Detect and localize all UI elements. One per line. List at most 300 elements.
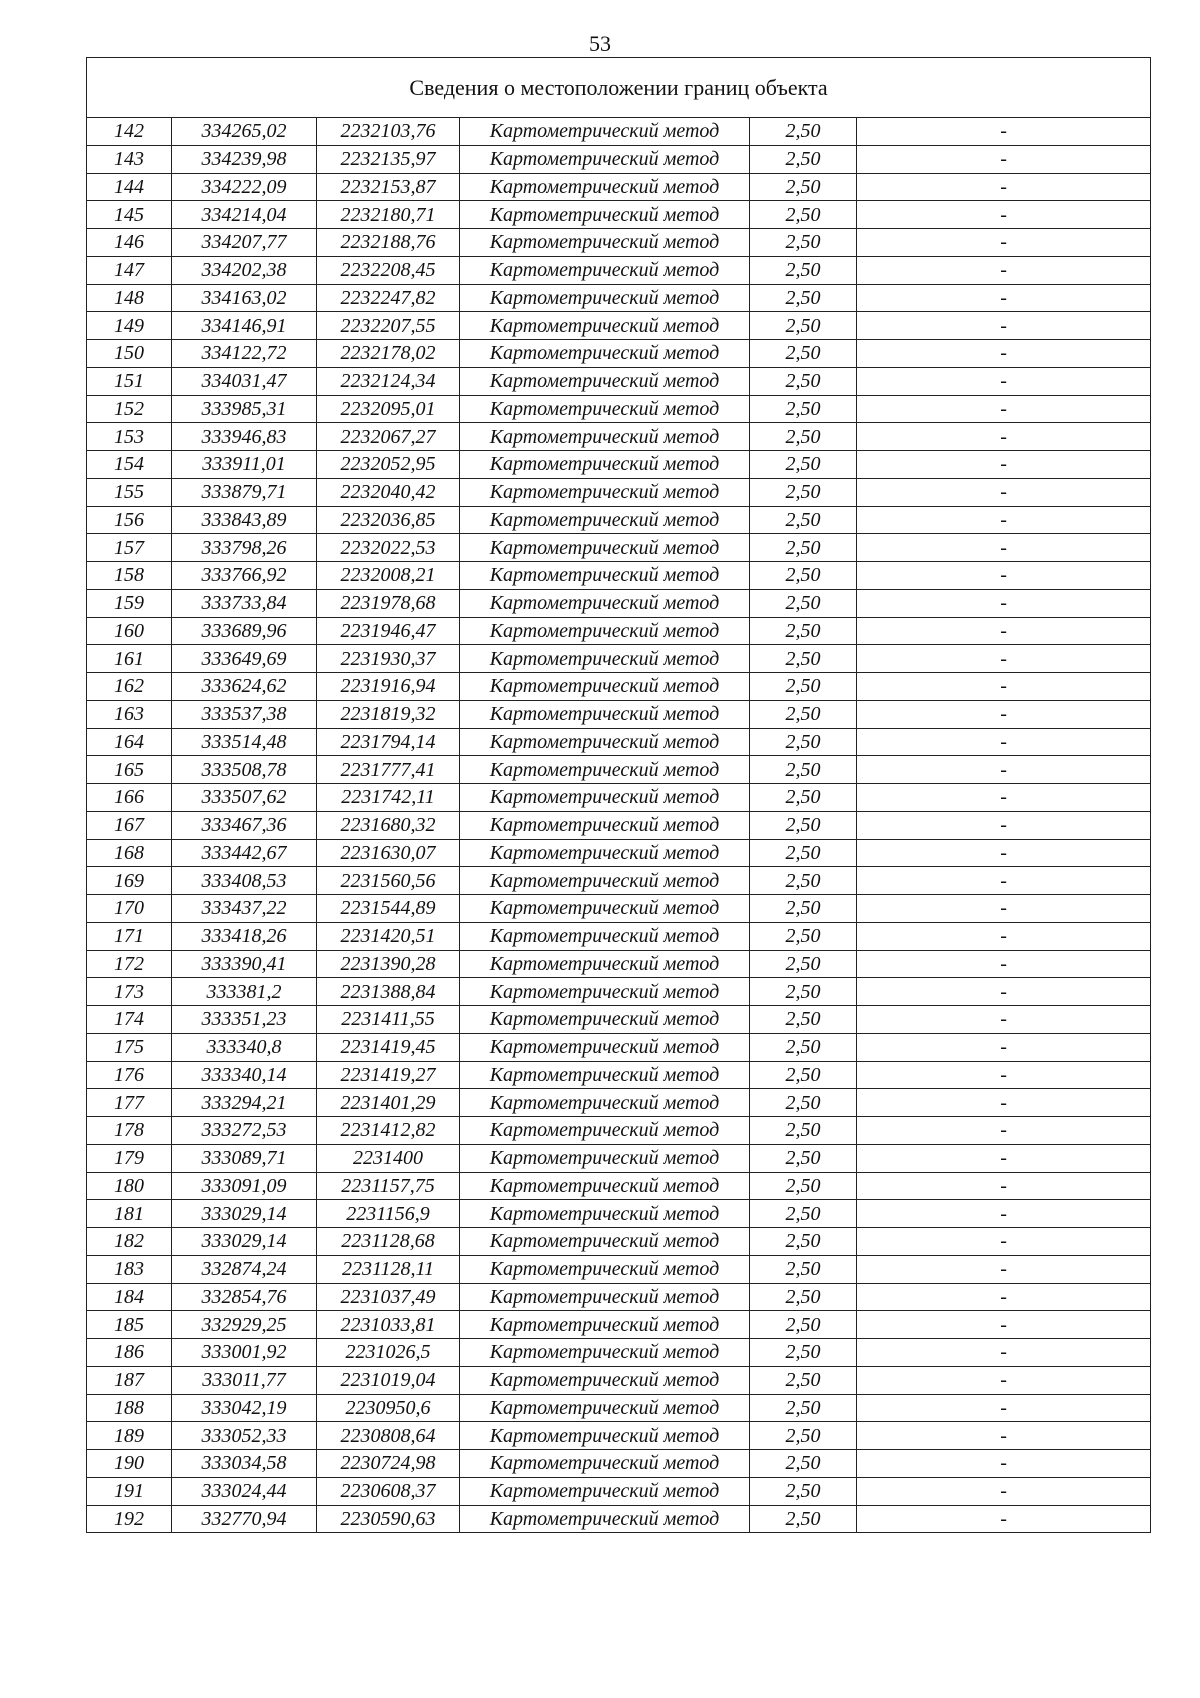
remark-cell: -: [857, 1477, 1151, 1505]
x-coordinate-cell: 333911,01: [172, 451, 317, 479]
x-coordinate-cell: 333843,89: [172, 506, 317, 534]
remark-cell: -: [857, 1089, 1151, 1117]
table-row: [87, 784, 1151, 812]
accuracy-cell: 2,50: [750, 867, 857, 895]
method-cell: Картометрический метод: [460, 173, 750, 201]
point-number-cell: 174: [87, 1006, 172, 1034]
x-coordinate-cell: 333766,92: [172, 562, 317, 590]
remark-cell: -: [857, 284, 1151, 312]
point-number-cell: 159: [87, 589, 172, 617]
method-cell: Картометрический метод: [460, 1089, 750, 1117]
boundary-coordinates-table: [86, 57, 1151, 1533]
x-coordinate-cell: 333089,71: [172, 1144, 317, 1172]
y-coordinate-cell: 2232178,02: [317, 340, 460, 368]
remark-cell: -: [857, 340, 1151, 368]
table-row: [87, 312, 1151, 340]
method-cell: Картометрический метод: [460, 784, 750, 812]
table-row: [87, 118, 1151, 146]
y-coordinate-cell: 2232052,95: [317, 451, 460, 479]
x-coordinate-cell: 333985,31: [172, 395, 317, 423]
y-coordinate-cell: 2230950,6: [317, 1394, 460, 1422]
remark-cell: -: [857, 395, 1151, 423]
accuracy-cell: 2,50: [750, 201, 857, 229]
remark-cell: -: [857, 1117, 1151, 1145]
accuracy-cell: 2,50: [750, 1061, 857, 1089]
table-row: [87, 1422, 1151, 1450]
method-cell: Картометрический метод: [460, 1255, 750, 1283]
accuracy-cell: 2,50: [750, 173, 857, 201]
method-cell: Картометрический метод: [460, 506, 750, 534]
x-coordinate-cell: 332770,94: [172, 1505, 317, 1533]
table-row: [87, 617, 1151, 645]
remark-cell: -: [857, 784, 1151, 812]
method-cell: Картометрический метод: [460, 145, 750, 173]
method-cell: Картометрический метод: [460, 340, 750, 368]
y-coordinate-cell: 2231419,45: [317, 1033, 460, 1061]
method-cell: Картометрический метод: [460, 1033, 750, 1061]
remark-cell: -: [857, 645, 1151, 673]
accuracy-cell: 2,50: [750, 1200, 857, 1228]
point-number-cell: 170: [87, 895, 172, 923]
table-row: [87, 1339, 1151, 1367]
point-number-cell: 180: [87, 1172, 172, 1200]
point-number-cell: 158: [87, 562, 172, 590]
remark-cell: -: [857, 1339, 1151, 1367]
method-cell: Картометрический метод: [460, 839, 750, 867]
y-coordinate-cell: 2231544,89: [317, 895, 460, 923]
remark-cell: -: [857, 867, 1151, 895]
table-row: [87, 867, 1151, 895]
x-coordinate-cell: 334222,09: [172, 173, 317, 201]
remark-cell: -: [857, 1033, 1151, 1061]
y-coordinate-cell: 2232008,21: [317, 562, 460, 590]
y-coordinate-cell: 2231156,9: [317, 1200, 460, 1228]
table-row: [87, 1117, 1151, 1145]
table-row: [87, 645, 1151, 673]
table-row: [87, 506, 1151, 534]
x-coordinate-cell: 333390,41: [172, 950, 317, 978]
point-number-cell: 162: [87, 673, 172, 701]
accuracy-cell: 2,50: [750, 811, 857, 839]
accuracy-cell: 2,50: [750, 118, 857, 146]
accuracy-cell: 2,50: [750, 978, 857, 1006]
accuracy-cell: 2,50: [750, 312, 857, 340]
method-cell: Картометрический метод: [460, 284, 750, 312]
remark-cell: -: [857, 173, 1151, 201]
y-coordinate-cell: 2231420,51: [317, 922, 460, 950]
remark-cell: -: [857, 562, 1151, 590]
point-number-cell: 149: [87, 312, 172, 340]
table-title-row: [87, 58, 1151, 118]
x-coordinate-cell: 333508,78: [172, 756, 317, 784]
y-coordinate-cell: 2231033,81: [317, 1311, 460, 1339]
remark-cell: -: [857, 118, 1151, 146]
method-cell: Картометрический метод: [460, 950, 750, 978]
x-coordinate-cell: 333340,8: [172, 1033, 317, 1061]
x-coordinate-cell: 334163,02: [172, 284, 317, 312]
point-number-cell: 143: [87, 145, 172, 173]
x-coordinate-cell: 334146,91: [172, 312, 317, 340]
y-coordinate-cell: 2231037,49: [317, 1283, 460, 1311]
remark-cell: -: [857, 312, 1151, 340]
table-row: [87, 1144, 1151, 1172]
remark-cell: -: [857, 229, 1151, 257]
accuracy-cell: 2,50: [750, 256, 857, 284]
point-number-cell: 152: [87, 395, 172, 423]
table-row: [87, 1006, 1151, 1034]
table-row: [87, 1089, 1151, 1117]
page-number: 53: [589, 31, 611, 56]
y-coordinate-cell: 2231777,41: [317, 756, 460, 784]
accuracy-cell: 2,50: [750, 1311, 857, 1339]
remark-cell: -: [857, 1422, 1151, 1450]
table-row: [87, 423, 1151, 451]
method-cell: Картометрический метод: [460, 673, 750, 701]
x-coordinate-cell: 334207,77: [172, 229, 317, 257]
y-coordinate-cell: 2231742,11: [317, 784, 460, 812]
point-number-cell: 172: [87, 950, 172, 978]
accuracy-cell: 2,50: [750, 423, 857, 451]
point-number-cell: 173: [87, 978, 172, 1006]
accuracy-cell: 2,50: [750, 1339, 857, 1367]
accuracy-cell: 2,50: [750, 589, 857, 617]
remark-cell: -: [857, 1505, 1151, 1533]
accuracy-cell: 2,50: [750, 1228, 857, 1256]
remark-cell: -: [857, 201, 1151, 229]
y-coordinate-cell: 2232153,87: [317, 173, 460, 201]
x-coordinate-cell: 333514,48: [172, 728, 317, 756]
y-coordinate-cell: 2231930,37: [317, 645, 460, 673]
y-coordinate-cell: 2232135,97: [317, 145, 460, 173]
point-number-cell: 176: [87, 1061, 172, 1089]
y-coordinate-cell: 2231401,29: [317, 1089, 460, 1117]
y-coordinate-cell: 2232040,42: [317, 478, 460, 506]
y-coordinate-cell: 2232188,76: [317, 229, 460, 257]
y-coordinate-cell: 2231019,04: [317, 1366, 460, 1394]
x-coordinate-cell: 333024,44: [172, 1477, 317, 1505]
table-row: [87, 256, 1151, 284]
point-number-cell: 147: [87, 256, 172, 284]
table-row: [87, 1061, 1151, 1089]
y-coordinate-cell: 2232103,76: [317, 118, 460, 146]
remark-cell: -: [857, 839, 1151, 867]
remark-cell: -: [857, 950, 1151, 978]
x-coordinate-cell: 333340,14: [172, 1061, 317, 1089]
method-cell: Картометрический метод: [460, 451, 750, 479]
table-row: [87, 1228, 1151, 1256]
point-number-cell: 184: [87, 1283, 172, 1311]
y-coordinate-cell: 2231560,56: [317, 867, 460, 895]
y-coordinate-cell: 2230808,64: [317, 1422, 460, 1450]
remark-cell: -: [857, 367, 1151, 395]
method-cell: Картометрический метод: [460, 1422, 750, 1450]
accuracy-cell: 2,50: [750, 1366, 857, 1394]
method-cell: Картометрический метод: [460, 423, 750, 451]
x-coordinate-cell: 333689,96: [172, 617, 317, 645]
x-coordinate-cell: 333011,77: [172, 1366, 317, 1394]
remark-cell: -: [857, 1311, 1151, 1339]
x-coordinate-cell: 333091,09: [172, 1172, 317, 1200]
y-coordinate-cell: 2230608,37: [317, 1477, 460, 1505]
y-coordinate-cell: 2231680,32: [317, 811, 460, 839]
accuracy-cell: 2,50: [750, 895, 857, 923]
point-number-cell: 146: [87, 229, 172, 257]
method-cell: Картометрический метод: [460, 1061, 750, 1089]
remark-cell: -: [857, 145, 1151, 173]
y-coordinate-cell: 2232036,85: [317, 506, 460, 534]
accuracy-cell: 2,50: [750, 1255, 857, 1283]
point-number-cell: 150: [87, 340, 172, 368]
remark-cell: -: [857, 978, 1151, 1006]
method-cell: Картометрический метод: [460, 700, 750, 728]
method-cell: Картометрический метод: [460, 1200, 750, 1228]
accuracy-cell: 2,50: [750, 1505, 857, 1533]
remark-cell: -: [857, 451, 1151, 479]
accuracy-cell: 2,50: [750, 728, 857, 756]
accuracy-cell: 2,50: [750, 367, 857, 395]
x-coordinate-cell: 333437,22: [172, 895, 317, 923]
method-cell: Картометрический метод: [460, 1144, 750, 1172]
table-row: [87, 340, 1151, 368]
method-cell: Картометрический метод: [460, 1283, 750, 1311]
point-number-cell: 177: [87, 1089, 172, 1117]
accuracy-cell: 2,50: [750, 839, 857, 867]
method-cell: Картометрический метод: [460, 617, 750, 645]
accuracy-cell: 2,50: [750, 534, 857, 562]
y-coordinate-cell: 2231388,84: [317, 978, 460, 1006]
method-cell: Картометрический метод: [460, 728, 750, 756]
method-cell: Картометрический метод: [460, 562, 750, 590]
x-coordinate-cell: 333624,62: [172, 673, 317, 701]
accuracy-cell: 2,50: [750, 950, 857, 978]
method-cell: Картометрический метод: [460, 1117, 750, 1145]
remark-cell: -: [857, 1200, 1151, 1228]
y-coordinate-cell: 2231128,11: [317, 1255, 460, 1283]
method-cell: Картометрический метод: [460, 1228, 750, 1256]
x-coordinate-cell: 334202,38: [172, 256, 317, 284]
table-row: [87, 1255, 1151, 1283]
x-coordinate-cell: 333052,33: [172, 1422, 317, 1450]
method-cell: Картометрический метод: [460, 1366, 750, 1394]
table-row: [87, 1172, 1151, 1200]
accuracy-cell: 2,50: [750, 1117, 857, 1145]
point-number-cell: 164: [87, 728, 172, 756]
method-cell: Картометрический метод: [460, 201, 750, 229]
point-number-cell: 182: [87, 1228, 172, 1256]
x-coordinate-cell: 333442,67: [172, 839, 317, 867]
remark-cell: -: [857, 506, 1151, 534]
accuracy-cell: 2,50: [750, 1172, 857, 1200]
table-row: [87, 811, 1151, 839]
accuracy-cell: 2,50: [750, 1477, 857, 1505]
remark-cell: -: [857, 534, 1151, 562]
remark-cell: -: [857, 1450, 1151, 1478]
accuracy-cell: 2,50: [750, 1033, 857, 1061]
point-number-cell: 191: [87, 1477, 172, 1505]
point-number-cell: 153: [87, 423, 172, 451]
x-coordinate-cell: 332854,76: [172, 1283, 317, 1311]
point-number-cell: 151: [87, 367, 172, 395]
remark-cell: -: [857, 1283, 1151, 1311]
remark-cell: -: [857, 1366, 1151, 1394]
table-row: [87, 700, 1151, 728]
point-number-cell: 169: [87, 867, 172, 895]
x-coordinate-cell: 333946,83: [172, 423, 317, 451]
x-coordinate-cell: 333001,92: [172, 1339, 317, 1367]
y-coordinate-cell: 2231400: [317, 1144, 460, 1172]
point-number-cell: 192: [87, 1505, 172, 1533]
method-cell: Картометрический метод: [460, 645, 750, 673]
table-row: [87, 673, 1151, 701]
accuracy-cell: 2,50: [750, 284, 857, 312]
method-cell: Картометрический метод: [460, 978, 750, 1006]
x-coordinate-cell: 333351,23: [172, 1006, 317, 1034]
x-coordinate-cell: 333649,69: [172, 645, 317, 673]
x-coordinate-cell: 333798,26: [172, 534, 317, 562]
accuracy-cell: 2,50: [750, 1089, 857, 1117]
method-cell: Картометрический метод: [460, 756, 750, 784]
table-row: [87, 978, 1151, 1006]
remark-cell: -: [857, 922, 1151, 950]
y-coordinate-cell: 2231157,75: [317, 1172, 460, 1200]
y-coordinate-cell: 2231419,27: [317, 1061, 460, 1089]
x-coordinate-cell: 333418,26: [172, 922, 317, 950]
point-number-cell: 160: [87, 617, 172, 645]
remark-cell: -: [857, 1144, 1151, 1172]
x-coordinate-cell: 333733,84: [172, 589, 317, 617]
y-coordinate-cell: 2231128,68: [317, 1228, 460, 1256]
point-number-cell: 155: [87, 478, 172, 506]
table-row: [87, 367, 1151, 395]
point-number-cell: 166: [87, 784, 172, 812]
x-coordinate-cell: 333879,71: [172, 478, 317, 506]
point-number-cell: 142: [87, 118, 172, 146]
method-cell: Картометрический метод: [460, 229, 750, 257]
x-coordinate-cell: 333467,36: [172, 811, 317, 839]
table-title: Сведения о местоположении границ объекта: [87, 58, 1151, 118]
x-coordinate-cell: 334265,02: [172, 118, 317, 146]
table-row: [87, 1394, 1151, 1422]
table-row: [87, 1283, 1151, 1311]
x-coordinate-cell: 334122,72: [172, 340, 317, 368]
x-coordinate-cell: 333294,21: [172, 1089, 317, 1117]
y-coordinate-cell: 2231916,94: [317, 673, 460, 701]
point-number-cell: 186: [87, 1339, 172, 1367]
table-row: [87, 589, 1151, 617]
method-cell: Картометрический метод: [460, 1006, 750, 1034]
table-row: [87, 145, 1151, 173]
table-row: [87, 1366, 1151, 1394]
remark-cell: -: [857, 1255, 1151, 1283]
remark-cell: -: [857, 256, 1151, 284]
x-coordinate-cell: 333272,53: [172, 1117, 317, 1145]
method-cell: Картометрический метод: [460, 478, 750, 506]
point-number-cell: 187: [87, 1366, 172, 1394]
point-number-cell: 171: [87, 922, 172, 950]
table-row: [87, 1477, 1151, 1505]
accuracy-cell: 2,50: [750, 756, 857, 784]
method-cell: Картометрический метод: [460, 1339, 750, 1367]
table-row: [87, 1033, 1151, 1061]
point-number-cell: 144: [87, 173, 172, 201]
table-row: [87, 895, 1151, 923]
table-row: [87, 922, 1151, 950]
remark-cell: -: [857, 673, 1151, 701]
method-cell: Картометрический метод: [460, 395, 750, 423]
y-coordinate-cell: 2231390,28: [317, 950, 460, 978]
method-cell: Картометрический метод: [460, 312, 750, 340]
x-coordinate-cell: 334214,04: [172, 201, 317, 229]
method-cell: Картометрический метод: [460, 1450, 750, 1478]
y-coordinate-cell: 2232208,45: [317, 256, 460, 284]
table-row: [87, 395, 1151, 423]
point-number-cell: 163: [87, 700, 172, 728]
remark-cell: -: [857, 811, 1151, 839]
y-coordinate-cell: 2230724,98: [317, 1450, 460, 1478]
method-cell: Картометрический метод: [460, 1311, 750, 1339]
point-number-cell: 161: [87, 645, 172, 673]
table-row: [87, 173, 1151, 201]
remark-cell: -: [857, 478, 1151, 506]
remark-cell: -: [857, 1061, 1151, 1089]
table-row: [87, 1200, 1151, 1228]
method-cell: Картометрический метод: [460, 895, 750, 923]
y-coordinate-cell: 2231411,55: [317, 1006, 460, 1034]
y-coordinate-cell: 2232022,53: [317, 534, 460, 562]
table-row: [87, 534, 1151, 562]
accuracy-cell: 2,50: [750, 1394, 857, 1422]
remark-cell: -: [857, 589, 1151, 617]
accuracy-cell: 2,50: [750, 229, 857, 257]
table-row: [87, 451, 1151, 479]
y-coordinate-cell: 2231630,07: [317, 839, 460, 867]
y-coordinate-cell: 2231819,32: [317, 700, 460, 728]
point-number-cell: 185: [87, 1311, 172, 1339]
method-cell: Картометрический метод: [460, 1394, 750, 1422]
table-row: [87, 1450, 1151, 1478]
y-coordinate-cell: 2232247,82: [317, 284, 460, 312]
remark-cell: -: [857, 617, 1151, 645]
accuracy-cell: 2,50: [750, 1144, 857, 1172]
accuracy-cell: 2,50: [750, 506, 857, 534]
point-number-cell: 183: [87, 1255, 172, 1283]
y-coordinate-cell: 2232124,34: [317, 367, 460, 395]
table-row: [87, 839, 1151, 867]
accuracy-cell: 2,50: [750, 617, 857, 645]
x-coordinate-cell: 333034,58: [172, 1450, 317, 1478]
x-coordinate-cell: 333042,19: [172, 1394, 317, 1422]
x-coordinate-cell: 333029,14: [172, 1228, 317, 1256]
y-coordinate-cell: 2231946,47: [317, 617, 460, 645]
y-coordinate-cell: 2231412,82: [317, 1117, 460, 1145]
point-number-cell: 181: [87, 1200, 172, 1228]
y-coordinate-cell: 2232067,27: [317, 423, 460, 451]
y-coordinate-cell: 2231978,68: [317, 589, 460, 617]
remark-cell: -: [857, 1394, 1151, 1422]
accuracy-cell: 2,50: [750, 145, 857, 173]
table-row: [87, 950, 1151, 978]
point-number-cell: 188: [87, 1394, 172, 1422]
table-row: [87, 756, 1151, 784]
x-coordinate-cell: 333537,38: [172, 700, 317, 728]
y-coordinate-cell: 2232095,01: [317, 395, 460, 423]
accuracy-cell: 2,50: [750, 700, 857, 728]
y-coordinate-cell: 2231026,5: [317, 1339, 460, 1367]
y-coordinate-cell: 2231794,14: [317, 728, 460, 756]
method-cell: Картометрический метод: [460, 1172, 750, 1200]
accuracy-cell: 2,50: [750, 340, 857, 368]
method-cell: Картометрический метод: [460, 922, 750, 950]
